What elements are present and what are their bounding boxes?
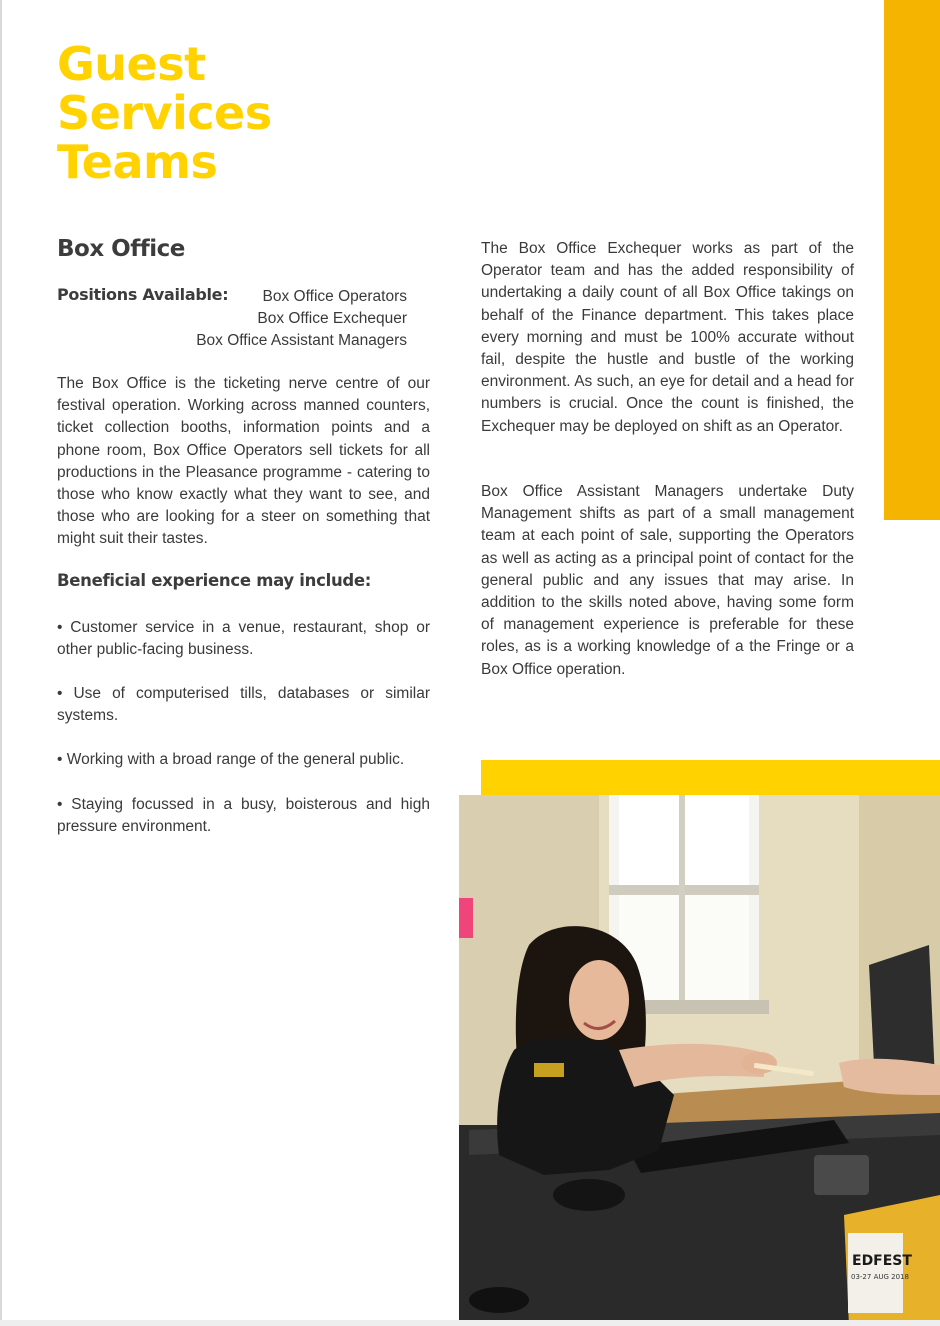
position-item: Box Office Assistant Managers: [196, 332, 407, 349]
exchequer-paragraph: The Box Office Exchequer works as part of the Operator team and has the added responsibility of undertaking a daily count of all Box Office takings on behalf of the Finance department. This takes place every morning and must be 100% accurate without fail, despite the hustle and bustle of the working environment. As such, an eye for detail and a head for numbers is crucial. Once the count is finished, the Exchequer may be deployed on shift as an Operator.: [481, 240, 854, 435]
title-line-2: Services: [57, 86, 272, 140]
experience-bullet: • Working with a broad range of the general public.: [57, 751, 405, 768]
positions-available: [57, 285, 407, 355]
positions-list: [196, 286, 407, 352]
page-title: [57, 37, 272, 189]
side-accent-bar: [884, 0, 940, 520]
experience-heading: Beneficial experience may include:: [57, 571, 372, 590]
pink-accent-tab: [459, 898, 473, 938]
position-item: Box Office Operators: [262, 288, 407, 305]
title-line-1: Guest: [57, 37, 206, 91]
experience-bullet: • Use of computerised tills, databases or similar systems.: [57, 685, 430, 725]
photo-accent-bar: [481, 760, 940, 796]
section-heading: Box Office: [57, 236, 185, 262]
page-edge: [0, 0, 2, 1326]
experience-bullet: • Staying focussed in a busy, boisterous and high pressure environment.: [57, 796, 430, 836]
experience-bullet: • Customer service in a venue, restaurant, shop or other public-facing business.: [57, 619, 430, 659]
box-office-photo: [459, 795, 940, 1326]
intro-paragraph: The Box Office is the ticketing nerve centre of our festival operation. Working across manned counters, ticket collection booths, information points and a phone room, Box Office Operators sell tickets for all productions in the Pleasance programme - catering to those who know exactly what they want to see, and those who are looking for a steer on something that might suit their tastes.: [57, 375, 430, 548]
sign-text: EDFEST: [852, 1253, 912, 1269]
page-bottom-edge: [0, 1320, 940, 1326]
sign-dates: 03-27 AUG 2018: [851, 1273, 909, 1281]
title-line-3: Teams: [57, 135, 218, 189]
managers-paragraph: Box Office Assistant Managers undertake Duty Management shifts as part of a small management team at each point of sale, supporting the Operators as well as acting as a principal point of contact for the general public and any issues that may arise. In addition to the skills noted above, having some form of management experience is preferable for these roles, as is a working knowledge of a the Fringe or a Box Office operation.: [481, 483, 854, 678]
position-item: Box Office Exchequer: [257, 310, 407, 327]
positions-label: Positions Available:: [57, 285, 229, 304]
